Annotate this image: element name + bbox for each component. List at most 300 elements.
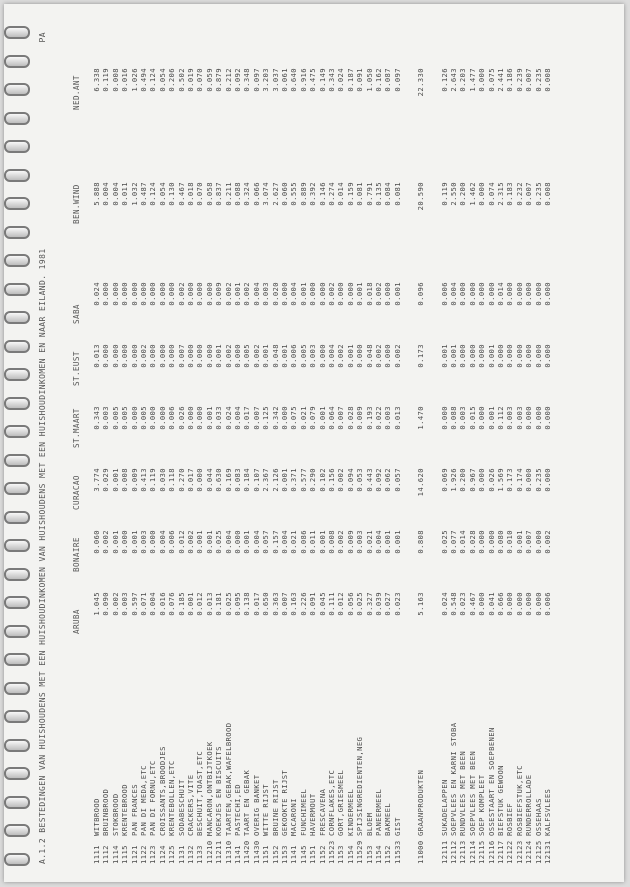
table-cell: 0.239 <box>514 68 524 92</box>
table-cell: 0.024 <box>223 406 233 430</box>
table-cell: 0.004 <box>251 530 261 554</box>
table-cell: 0.000 <box>477 530 487 554</box>
table-cell: 0.146 <box>317 182 327 206</box>
table-cell: 0.005 <box>120 406 130 430</box>
table-cell: 1.569 <box>496 468 505 492</box>
row-code: 1123 <box>148 845 158 864</box>
table-cell: 0.013 <box>392 406 402 430</box>
table-cell: 0.084 <box>383 182 393 206</box>
table-cell: 0.000 <box>505 344 515 368</box>
row-code: 11523 <box>327 840 336 864</box>
row-code: 12112 <box>449 840 458 864</box>
table-cell: 0.077 <box>449 530 458 554</box>
table-cell: 0.005 <box>139 406 148 430</box>
table-cell: 0.000 <box>233 530 242 554</box>
table-cell: 0.057 <box>392 468 402 492</box>
table-cell: 0.156 <box>327 468 336 492</box>
table-cell: 0.081 <box>355 182 365 206</box>
table-cell: 0.184 <box>242 468 252 492</box>
table-cell: 0.007 <box>251 406 261 430</box>
table-cell: 0.003 <box>101 406 111 430</box>
table-cell: 0.033 <box>214 406 224 430</box>
table-cell: 0.000 <box>524 592 534 616</box>
row-code: 11529 <box>355 840 365 864</box>
table-cell: 0.000 <box>477 592 487 616</box>
binding-ring <box>4 140 30 153</box>
table-cell: 0.000 <box>148 406 158 430</box>
table-cell: 0.135 <box>374 182 383 206</box>
table-cell: 0.001 <box>345 344 355 368</box>
table-cell: 0.024 <box>336 68 346 92</box>
row-code: 1152 <box>270 845 280 864</box>
table-cell: 0.013 <box>92 344 101 368</box>
table-cell: 0.002 <box>327 282 336 306</box>
binding-ring <box>4 511 30 524</box>
row-code: 1153 <box>280 845 289 864</box>
table-row <box>177 12 186 868</box>
row-code: 12114 <box>467 840 477 864</box>
binding-ring <box>4 26 30 39</box>
table-cell: 0.000 <box>543 468 552 492</box>
table-cell: 0.000 <box>533 344 543 368</box>
table-cell: 0.001 <box>449 344 458 368</box>
table-cell: 0.342 <box>270 406 280 430</box>
binding-ring <box>4 568 30 581</box>
table-cell: 0.016 <box>120 68 130 92</box>
row-label: FRESCAVENA <box>317 788 327 836</box>
table-cell: 0.000 <box>157 406 167 430</box>
table-cell: 0.000 <box>524 406 534 430</box>
table-cell: 0.650 <box>261 592 271 616</box>
row-code: 12116 <box>486 840 496 864</box>
table-cell: 0.000 <box>148 344 158 368</box>
row-code: 1154 <box>345 845 355 864</box>
table-cell: 1.462 <box>467 182 477 206</box>
row-label: PAN DI MEDA,ETC <box>139 765 148 836</box>
row-label: BESCHUIT,TOAST,ETC <box>195 750 205 836</box>
table-cell: 0.008 <box>543 68 552 92</box>
table-cell: 0.011 <box>308 530 318 554</box>
row-code: 11420 <box>242 840 252 864</box>
binding-ring <box>4 853 30 866</box>
row-label: CROISSANTS,BROODJES <box>157 746 167 836</box>
table-sheet <box>30 12 590 868</box>
row-label: SUKADELAPPEN <box>439 779 449 836</box>
row-label: ROSBIEF <box>505 802 515 836</box>
table-cell: 0.003 <box>261 282 271 306</box>
binding-ring <box>4 539 30 552</box>
row-label: PAN DI FORNU,ETC <box>148 760 158 836</box>
table-cell: 0.004 <box>101 182 111 206</box>
table-cell: 0.102 <box>317 468 327 492</box>
table-cell: 0.000 <box>477 468 487 492</box>
table-row <box>186 12 195 868</box>
table-cell: 0.004 <box>110 182 120 206</box>
table-row <box>130 12 139 868</box>
row-code: 1115 <box>120 845 130 864</box>
table-cell: 0.000 <box>477 282 487 306</box>
row-code: 1152 <box>383 845 393 864</box>
table-cell: 0.002 <box>139 344 148 368</box>
binding-ring <box>4 454 30 467</box>
row-code: 1125 <box>167 845 177 864</box>
binding-ring <box>4 767 30 780</box>
table-row <box>280 12 289 868</box>
table-cell: 0.009 <box>129 468 139 492</box>
table-cell: 0.091 <box>308 592 318 616</box>
row-label: BRUINE RIJST <box>270 779 280 836</box>
row-code: 12124 <box>524 840 534 864</box>
table-cell: 0.012 <box>195 592 205 616</box>
table-cell: 0.001 <box>110 468 120 492</box>
table-cell: 0.057 <box>261 530 271 554</box>
table-cell: 0.118 <box>167 468 177 492</box>
table-cell: 0.270 <box>176 468 186 492</box>
table-cell: 0.173 <box>416 344 426 368</box>
table-cell: 0.097 <box>251 68 261 92</box>
table-cell: 0.001 <box>214 344 224 368</box>
table-row <box>393 12 402 868</box>
table-cell: 0.001 <box>355 282 365 306</box>
table-cell: 0.013 <box>204 592 214 616</box>
table-cell: 0.062 <box>383 468 393 492</box>
table-row <box>233 12 242 868</box>
table-cell: 3.774 <box>92 468 101 492</box>
table-cell: 0.001 <box>261 344 271 368</box>
table-cell: 0.003 <box>505 406 515 430</box>
table-cell: 0.039 <box>374 592 383 616</box>
table-cell: 0.235 <box>533 468 543 492</box>
table-row <box>158 12 167 868</box>
table-cell: 0.018 <box>186 182 195 206</box>
row-label: BAKMEEL <box>383 802 393 836</box>
table-cell: 0.467 <box>467 592 477 616</box>
table-cell: 2.315 <box>496 182 505 206</box>
table-cell: 2.627 <box>270 182 280 206</box>
table-cell: 0.061 <box>280 68 289 92</box>
table-cell: 0.000 <box>157 282 167 306</box>
table-row <box>468 12 477 868</box>
table-cell: 0.597 <box>129 592 139 616</box>
table-cell: 0.001 <box>439 344 449 368</box>
row-code: 11533 <box>392 840 402 864</box>
row-code: 11000 <box>416 840 426 864</box>
table-cell: 0.363 <box>270 592 280 616</box>
table-row <box>111 12 120 868</box>
row-code: 1151 <box>308 845 318 864</box>
table-cell: 0.837 <box>214 182 224 206</box>
table-cell: 0.181 <box>214 592 224 616</box>
binding-ring <box>4 55 30 68</box>
table-cell: 0.125 <box>261 406 271 430</box>
table-cell: 0.044 <box>204 468 214 492</box>
row-code: 11310 <box>223 840 233 864</box>
table-cell: 0.004 <box>157 530 167 554</box>
table-cell: 0.021 <box>298 406 308 430</box>
table-cell: 0.000 <box>505 282 515 306</box>
table-cell: 0.000 <box>186 406 195 430</box>
table-cell: 14.620 <box>416 468 426 497</box>
table-row <box>195 12 204 868</box>
row-code: 1112 <box>101 845 111 864</box>
table-cell: 0.014 <box>496 282 505 306</box>
table-cell: 0.487 <box>139 182 148 206</box>
table-cell: 0.079 <box>308 406 318 430</box>
table-cell: 0.001 <box>486 406 496 430</box>
table-cell: 0.041 <box>486 592 496 616</box>
table-cell: 0.003 <box>514 406 524 430</box>
row-code: 1132 <box>186 845 195 864</box>
table-cell: 0.193 <box>364 406 374 430</box>
table-cell: 0.095 <box>233 592 242 616</box>
table-cell: 0.001 <box>392 530 402 554</box>
row-label: MACARONI <box>289 798 299 836</box>
row-label: OVERIG BANKET <box>251 774 261 836</box>
table-cell: 0.023 <box>458 592 468 616</box>
table-cell: 0.111 <box>327 592 336 616</box>
table-cell: 0.000 <box>233 344 242 368</box>
table-cell: 0.392 <box>308 182 318 206</box>
table-cell: 0.006 <box>439 282 449 306</box>
table-cell: 0.002 <box>186 530 195 554</box>
table-cell: 0.029 <box>101 468 111 492</box>
table-cell: 0.000 <box>129 282 139 306</box>
table-cell: 0.112 <box>496 406 505 430</box>
table-cell: 0.000 <box>101 344 111 368</box>
table-cell: 0.071 <box>139 592 148 616</box>
table-cell: 0.967 <box>467 468 477 492</box>
table-cell: 0.124 <box>148 68 158 92</box>
table-cell: 0.000 <box>308 282 318 306</box>
table-cell: 0.467 <box>176 182 186 206</box>
table-row <box>139 12 148 868</box>
table-cell: 0.348 <box>242 68 252 92</box>
table-cell: 0.080 <box>496 530 505 554</box>
row-label: OSSEHAAS <box>533 798 543 836</box>
table-row <box>487 12 496 868</box>
table-cell: 0.070 <box>195 68 205 92</box>
table-cell: 0.226 <box>298 592 308 616</box>
row-code: 12113 <box>458 840 468 864</box>
table-cell: 0.000 <box>129 406 139 430</box>
table-cell: 0.048 <box>364 344 374 368</box>
table-cell: 3.074 <box>261 182 271 206</box>
table-cell: 0.007 <box>280 592 289 616</box>
table-cell: 0.024 <box>439 592 449 616</box>
table-cell: 0.001 <box>280 468 289 492</box>
table-cell: 0.162 <box>374 68 383 92</box>
table-cell: 0.094 <box>345 468 355 492</box>
table-cell: 0.206 <box>167 68 177 92</box>
table-cell: 0.000 <box>439 406 449 430</box>
row-code: 1141 <box>289 845 299 864</box>
table-row <box>327 12 336 868</box>
row-code: 12111 <box>439 840 449 864</box>
row-code: 12125 <box>533 840 543 864</box>
table-cell: 0.327 <box>364 592 374 616</box>
row-label: KRENTEBROOD <box>120 784 130 836</box>
table-cell: 0.004 <box>374 530 383 554</box>
table-cell: 1.032 <box>129 182 139 206</box>
table-row <box>308 12 317 868</box>
binding-ring <box>4 254 30 267</box>
table-cell: 0.003 <box>355 530 365 554</box>
table-cell: 0.007 <box>176 344 186 368</box>
table-cell: 1.026 <box>129 68 139 92</box>
table-row <box>101 12 110 868</box>
table-cell: 0.000 <box>543 406 552 430</box>
table-cell: 2.643 <box>449 68 458 92</box>
table-cell: 0.000 <box>383 282 393 306</box>
table-cell: 0.075 <box>289 406 299 430</box>
table-cell: 0.060 <box>92 530 101 554</box>
table-cell: 0.060 <box>280 182 289 206</box>
row-code: 1141 <box>233 845 242 864</box>
table-cell: 3.037 <box>270 68 280 92</box>
table-cell: 0.002 <box>223 344 233 368</box>
table-cell: 0.056 <box>345 592 355 616</box>
table-cell: 0.088 <box>233 182 242 206</box>
table-cell: 0.119 <box>101 68 111 92</box>
table-cell: 0.000 <box>467 282 477 306</box>
binding-ring <box>4 824 30 837</box>
table-cell: 0.048 <box>270 344 280 368</box>
table-cell: 0.343 <box>92 406 101 430</box>
table-cell: 0.000 <box>120 530 130 554</box>
table-cell: 0.001 <box>233 282 242 306</box>
table-cell: 0.086 <box>298 530 308 554</box>
row-label: TAART EN GEBAK <box>242 769 252 836</box>
table-cell: 0.009 <box>355 406 365 430</box>
table-cell: 0.159 <box>345 182 355 206</box>
table-cell: 5.163 <box>416 592 426 616</box>
table-cell: 0.023 <box>392 592 402 616</box>
table-cell: 0.008 <box>110 68 120 92</box>
table-cell: 2.126 <box>270 468 280 492</box>
table-cell: 0.011 <box>120 182 130 206</box>
column-header: ST.MAART <box>72 408 81 448</box>
table-row <box>336 12 345 868</box>
row-label: STOKBROOD <box>110 793 120 836</box>
table-row <box>242 12 251 868</box>
table-cell: 0.054 <box>157 182 167 206</box>
table-cell: 0.200 <box>458 182 468 206</box>
table-cell: 0.000 <box>477 344 487 368</box>
table-cell: 1.477 <box>467 68 477 92</box>
table-cell: 0.004 <box>251 282 261 306</box>
table-cell: 0.008 <box>327 530 336 554</box>
table-row <box>416 12 425 868</box>
row-label: PANEERMEEL <box>374 788 383 836</box>
table-row <box>205 12 214 868</box>
row-code: 1153 <box>336 845 346 864</box>
row-label: RUNDVLEES MET BEEN <box>458 750 468 836</box>
table-cell: 0.413 <box>139 468 148 492</box>
table-cell: 0.666 <box>496 592 505 616</box>
table-cell: 0.211 <box>223 182 233 206</box>
table-cell: 0.006 <box>167 406 177 430</box>
binding-ring <box>4 653 30 666</box>
table-cell: 0.002 <box>176 282 186 306</box>
table-row <box>458 12 467 868</box>
table-cell: 0.004 <box>449 282 458 306</box>
row-label: PAN FRANCES <box>129 784 139 836</box>
row-label: SOEP KOMPLEET <box>477 774 487 836</box>
row-code: 12123 <box>514 840 524 864</box>
table-row <box>477 12 486 868</box>
table-cell: 0.000 <box>514 592 524 616</box>
table-cell: 0.058 <box>204 182 214 206</box>
table-row <box>365 12 374 868</box>
table-cell: 0.630 <box>214 468 224 492</box>
table-cell: 0.000 <box>195 468 205 492</box>
table-cell: 0.001 <box>317 530 327 554</box>
table-cell: 0.009 <box>345 530 355 554</box>
table-cell: 0.000 <box>336 282 346 306</box>
table-cell: 0.005 <box>110 406 120 430</box>
table-cell: 0.005 <box>242 344 252 368</box>
binding-ring <box>4 596 30 609</box>
table-cell: 0.002 <box>374 282 383 306</box>
table-cell: 0.092 <box>374 468 383 492</box>
table-cell: 0.001 <box>129 530 139 554</box>
table-cell: 0.004 <box>289 282 299 306</box>
table-cell: 0.000 <box>458 344 468 368</box>
table-cell: 0.000 <box>533 282 543 306</box>
table-cell: 0.000 <box>195 282 205 306</box>
binding-ring <box>4 169 30 182</box>
table-cell: 0.002 <box>110 592 120 616</box>
table-cell: 0.006 <box>543 592 552 616</box>
table-cell: 0.000 <box>186 344 195 368</box>
table-cell: 5.888 <box>92 182 101 206</box>
table-cell: 0.889 <box>298 182 308 206</box>
row-code: 1154 <box>374 845 383 864</box>
row-code: 1151 <box>261 845 271 864</box>
column-header: SABA <box>72 304 81 324</box>
table-row <box>299 12 308 868</box>
row-label: SOEPVLEES EN KARNI STOBA <box>449 722 458 836</box>
column-header: BONAIRE <box>72 537 81 572</box>
table-cell: 0.091 <box>355 68 365 92</box>
table-cell: 0.212 <box>223 68 233 92</box>
table-row <box>289 12 298 868</box>
table-cell: 3.203 <box>261 68 271 92</box>
table-cell: 0.000 <box>317 344 327 368</box>
table-cell: 0.088 <box>449 406 458 430</box>
table-row <box>440 12 449 868</box>
row-label: FUNCHIMEEL <box>298 788 308 836</box>
table-cell: 0.017 <box>251 592 261 616</box>
table-cell: 0.000 <box>477 182 487 206</box>
row-code: 12117 <box>496 840 505 864</box>
table-cell: 0.000 <box>317 282 327 306</box>
table-cell: 0.000 <box>514 344 524 368</box>
table-cell: 0.020 <box>270 282 280 306</box>
table-cell: 0.001 <box>204 406 214 430</box>
table-cell: 0.000 <box>110 344 120 368</box>
table-cell: 0.003 <box>120 592 130 616</box>
table-cell: 0.054 <box>157 68 167 92</box>
row-code: 12115 <box>477 840 487 864</box>
row-label: WITBROOD <box>92 798 101 836</box>
table-cell: 0.021 <box>289 530 299 554</box>
table-cell: 0.000 <box>383 344 393 368</box>
table-cell: 0.174 <box>514 468 524 492</box>
row-code: 12131 <box>543 840 552 864</box>
table-cell: 0.130 <box>167 182 177 206</box>
table-cell: 0.000 <box>167 282 177 306</box>
